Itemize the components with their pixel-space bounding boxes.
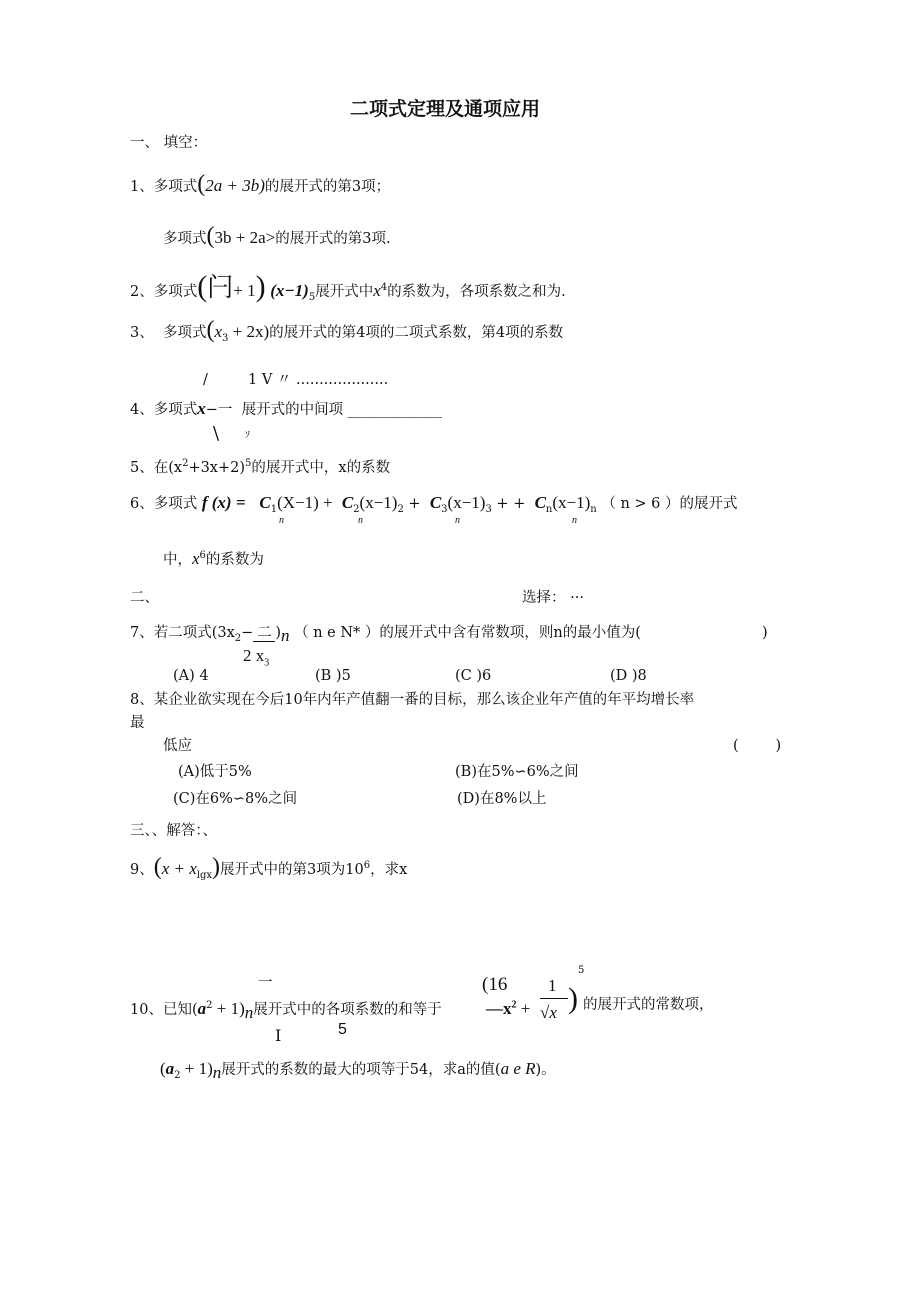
q8-option-d[interactable]: (D)在8%以上: [457, 791, 547, 807]
q7-sub: 2: [234, 632, 242, 644]
q7-minus: −: [241, 625, 254, 641]
q4-label: 4、多项式: [130, 402, 198, 418]
q10-tail2: 的展开式的常数项，: [583, 997, 714, 1013]
q2-tail2: 的系数为，各项系数之和为.: [387, 284, 566, 300]
q2-plus-one: + 1: [233, 281, 256, 300]
question-10b: [160, 1060, 556, 1081]
q8-answer-bracket: ( ): [733, 738, 782, 754]
q2-fraction-glyph: 闩: [207, 273, 234, 303]
question-8: 8、某企业欲实现在今后10年内年产值翻一番的目标，那么该企业年产值的年平均增长率: [130, 692, 695, 708]
q6-n1: n: [279, 515, 284, 526]
q4-slash-bottom: \: [213, 423, 220, 444]
q9-sub: lgx: [196, 869, 213, 881]
question-1b: [163, 224, 391, 248]
q7-option-a[interactable]: (A) 4: [173, 668, 209, 684]
q6-x: x: [192, 549, 200, 568]
q2-exponent: 5: [308, 291, 316, 303]
q10-x-exp: 2: [511, 999, 517, 1011]
q10-top-dash: 一: [258, 975, 273, 991]
q2-lparen: (: [197, 270, 208, 303]
q6-term2: (x−1): [359, 493, 398, 512]
q8-option-c[interactable]: (C)在6%∽8%之间: [173, 791, 298, 807]
q6-termn: (x−1): [552, 493, 591, 512]
q5-text2: +3x+2): [188, 459, 246, 476]
q2-x: x: [373, 281, 381, 300]
q8-option-b[interactable]: (B)在5%∽6%之间: [455, 764, 579, 780]
q6-n4: n: [572, 515, 577, 526]
q1b-tail: 的展开式的第3项.: [275, 231, 391, 247]
q10-n: n: [244, 1002, 254, 1022]
q10-a: a: [197, 999, 207, 1018]
q8-wrap: 最: [130, 715, 145, 731]
q10-bottom-i: I: [275, 1026, 282, 1045]
q10b-tail: 展开式的系数的最大的项等于54，求a的值(: [221, 1062, 501, 1078]
question-3: [130, 318, 563, 344]
question-5: [130, 459, 390, 475]
q9-tail: 展开式中的第3项为10: [220, 862, 364, 878]
q5-tail: 的展开式中，x的系数: [251, 459, 391, 476]
q7-denom: 2 x: [243, 646, 265, 665]
question-2: [130, 272, 566, 303]
q10b-a-sub: 2: [174, 1069, 181, 1081]
q6-pn: n: [590, 503, 597, 515]
section-fill-in: 一、 填空：: [130, 135, 208, 151]
q7-option-d[interactable]: (D )8: [610, 668, 647, 684]
q6-cn: C: [534, 493, 546, 512]
q6-label: 6、多项式: [130, 496, 198, 512]
q10-rparen: ): [568, 982, 578, 1015]
q3-tail: 的展开式的第4项的二项式系数，第4项的系数: [269, 325, 564, 341]
q4-tail: 展开式的中间项: [241, 402, 344, 418]
q10-plus2: +: [516, 999, 531, 1018]
q9-rparen: ): [212, 854, 221, 880]
section-answer: 三、、解答：、: [130, 823, 217, 839]
q1-paren: (: [197, 171, 206, 197]
question-6-cont: [163, 550, 264, 568]
q10b-cond: a e R: [500, 1059, 536, 1078]
q10-a-exp: 2: [206, 1000, 213, 1012]
q7-denom-exp: 3: [264, 657, 270, 669]
q10-minus-x: —x: [486, 999, 512, 1018]
q6-p3: 3: [485, 503, 492, 515]
q7-option-b[interactable]: (B )5: [315, 668, 351, 684]
q3-sub: 3: [222, 332, 229, 344]
q2-rparen: ): [255, 270, 266, 303]
q2-x-exp: 4: [380, 282, 388, 294]
q4-slash-top: /: [203, 372, 208, 388]
question-10: [130, 1000, 442, 1021]
q10-plus: + 1): [212, 999, 245, 1018]
q9-sup: 6: [363, 860, 371, 872]
q9-num: 9、: [130, 862, 154, 878]
q6-n3: n: [455, 515, 460, 526]
q10-tail: 展开式中的各项系数的和等于: [253, 1002, 442, 1018]
q9-tail2: ，求x: [370, 862, 408, 878]
q7-text: 7、若二项式(3x: [130, 625, 235, 641]
q10-label: 10、已知(: [130, 1002, 198, 1018]
q6-term1: (X−1) +: [277, 493, 333, 512]
q10-bottom-5: 5: [338, 1021, 347, 1038]
q6-c1: C: [259, 493, 271, 512]
q10-numerator: 1: [548, 976, 557, 995]
q1-tail: 的展开式的第3项；: [264, 179, 391, 195]
q5-sup2: 5: [245, 458, 252, 469]
q6-p2: 2: [397, 503, 404, 515]
q7-condition: （ n e N* ）的展开式中含有常数项，则n的最小值为(: [294, 625, 641, 641]
q4-mark: ｿ: [245, 430, 250, 441]
q6-n2: n: [358, 515, 363, 526]
q7-rparen: ): [275, 625, 281, 641]
q6-cn-sup: n: [545, 503, 553, 515]
q1b-expr: 3b + 2a>: [214, 228, 276, 247]
section-choice-label: 选择： ···: [522, 590, 584, 606]
page-title: 二项式定理及通项应用: [350, 98, 541, 120]
section-choice-num: 二、: [130, 590, 159, 606]
q6-plus3: + +: [491, 496, 526, 512]
q7-numerator: 二: [253, 626, 275, 642]
question-4: [130, 400, 442, 418]
q2-label: 2、多项式: [130, 284, 198, 300]
q10b-n: n: [212, 1062, 222, 1082]
q10b-plus: + 1): [180, 1059, 213, 1078]
q5-sup1: 2: [182, 458, 189, 469]
question-9: [130, 855, 407, 881]
q6-condition: （ n > 6 ）的展开式: [601, 496, 738, 512]
q1b-label: 多项式: [163, 231, 207, 247]
q1-label: 1、多项式: [130, 179, 198, 195]
q10b-a: a: [165, 1059, 175, 1078]
q6-x-exp: 6: [199, 550, 206, 562]
q10-16: (16: [482, 974, 508, 995]
q6-c3-sup: 3: [441, 503, 448, 515]
q6-plus2: +: [403, 496, 421, 512]
q10-sqrt: √x: [540, 1003, 557, 1022]
q6-c1-sup: 1: [270, 503, 278, 515]
question-1: [130, 172, 390, 196]
q3-num: 3、: [130, 325, 154, 341]
q4-dash: −一: [205, 402, 233, 418]
q6-c2: C: [341, 493, 354, 512]
q6-c3: C: [429, 493, 442, 512]
question-7: [130, 626, 641, 644]
q7-exp: n: [281, 625, 290, 645]
q4-x: x: [197, 399, 206, 418]
question-6: [130, 494, 738, 515]
q1-expr: 2a + 3b): [205, 176, 265, 195]
q4-top-text: 1 V 〃 ....................: [248, 372, 389, 388]
q7-option-c[interactable]: (C )6: [455, 668, 492, 684]
q10-x2: [486, 1000, 530, 1017]
q6-cont: 中，: [163, 552, 192, 568]
q9-expr: x + x: [161, 859, 197, 878]
q3-paren: (: [206, 317, 215, 343]
q10b-end: )。: [535, 1062, 556, 1078]
q10-fraction-bar: [540, 998, 568, 999]
q10b-lparen: (: [160, 1059, 166, 1078]
q5-text: 5、在(x: [130, 459, 183, 476]
q6-c2-sup: 2: [353, 503, 360, 515]
q3-expr: x: [214, 322, 222, 341]
q2-expr: (x−1): [270, 281, 309, 300]
q1b-paren: (: [206, 223, 215, 249]
q6-term3: (x−1): [447, 493, 486, 512]
q6-cont-tail: 的系数为: [205, 552, 264, 568]
q7-answer-bracket: ): [762, 625, 768, 641]
q2-tail: 展开式中: [315, 284, 374, 300]
q7-denominator: [243, 647, 269, 668]
q8-line2: 低应: [163, 738, 192, 754]
q6-f: f (x) =: [201, 493, 246, 512]
q9-lparen: (: [153, 854, 162, 880]
q4-answer-blank[interactable]: _____________: [347, 402, 442, 418]
q3-expr2: + 2x): [228, 322, 270, 341]
q10-outer-exp: 5: [578, 965, 585, 976]
q3-label: 多项式: [162, 325, 207, 341]
q8-option-a[interactable]: (A)低于5%: [178, 764, 252, 780]
